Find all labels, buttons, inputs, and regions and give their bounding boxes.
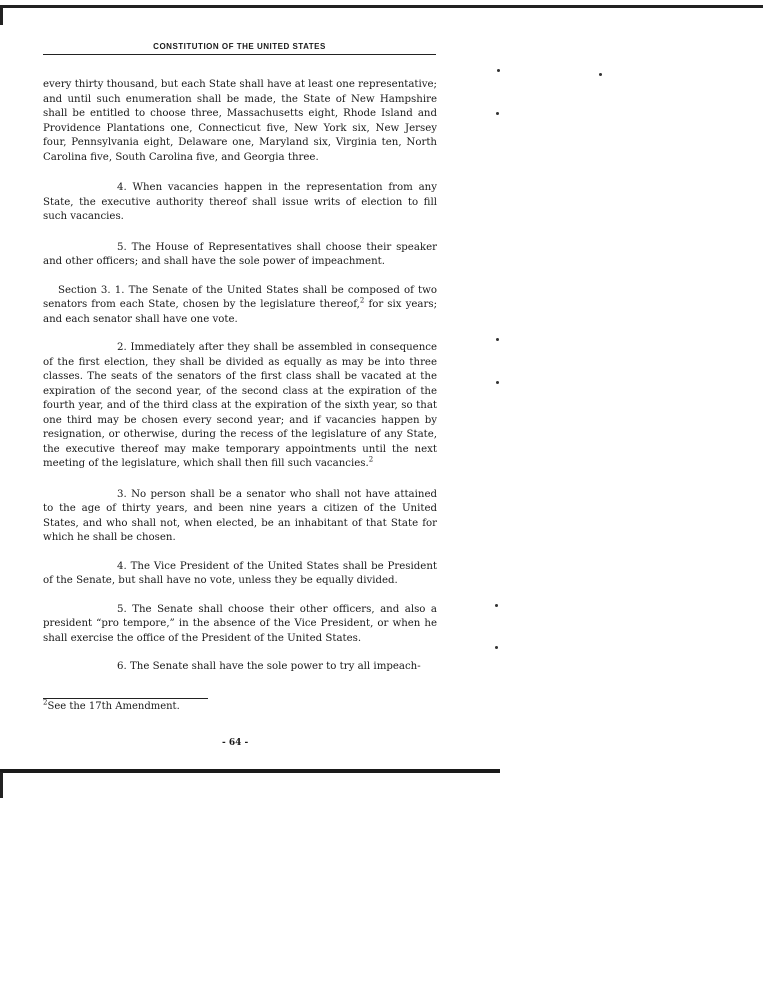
paragraph-clause-4-vice-president: 4. The Vice President of the United States shall be President of the Senate, but shall have no vote, unless they be equally divided. bbox=[43, 560, 437, 586]
header-rule bbox=[43, 54, 436, 55]
running-title: CONSTITUTION OF THE UNITED STATES bbox=[153, 42, 326, 51]
paragraph-clause-5-speaker: 5. The House of Representatives shall choose their speaker and other officers; and shall have the sole power of impeachment. bbox=[43, 241, 437, 267]
page-number: - 64 - bbox=[222, 738, 249, 748]
footnote-rule bbox=[43, 698, 208, 699]
scan-border-top bbox=[0, 5, 763, 8]
scan-speck bbox=[496, 112, 499, 115]
scan-speck bbox=[495, 604, 498, 607]
scan-speck bbox=[496, 338, 499, 341]
footnote-mark: 2 bbox=[43, 698, 48, 707]
scan-speck bbox=[495, 646, 498, 649]
scan-border-top-left bbox=[0, 5, 3, 25]
paragraph-clause-2-classes bbox=[43, 341, 437, 472]
footnote bbox=[43, 698, 180, 712]
paragraph-clause-5-officers: 5. The Senate shall choose their other officers, and also a president “pro tempore,” in the absence of the Vice President, or when he shall exercise the office of the President of the United States. bbox=[43, 603, 437, 644]
footnote-marker: 2 bbox=[368, 455, 374, 464]
scan-speck bbox=[496, 381, 499, 384]
scan-border-bottom-left bbox=[0, 772, 3, 798]
paragraph-clause-4-vacancies: 4. When vacancies happen in the representation from any State, the executive authority thereof shall issue writs of election to fill such vacancies. bbox=[43, 182, 437, 222]
section-3-text-b: for six years; and each senator shall have one vote. bbox=[43, 299, 438, 325]
paragraph-clause-6-impeachment: 6. The Senate shall have the sole power to try all impeach- bbox=[117, 661, 421, 672]
scan-speck bbox=[599, 73, 602, 76]
paragraph-clause-3-qualifications: 3. No person shall be a senator who shall not have attained to the age of thirty years, and been nine years a citizen of the United States, and who shall not, when elected, be an inhabitant of that State for which he shall be chosen. bbox=[43, 488, 437, 543]
classes-text: 2. Immediately after they shall be assembled in consequence of the first election, they shall be divided as equally as may be into three classes. The seats of the senators of the first class shall be vacated at the expiration of the second year, of the second class at the expiration of the fourth year, and of the third class at the expiration of the sixth year, so that one third may be chosen every second year; and if vacancies happen by resignation, or otherwise, during the recess of the legislature of any State, the executive thereof may make temporary appointments until the next meeting of the legislature, which shall then fill such vacancies. bbox=[43, 342, 437, 469]
paragraph-section-3-clause-1 bbox=[43, 284, 437, 328]
footnote-marker: 2 bbox=[359, 296, 365, 305]
scan-border-bottom bbox=[0, 769, 500, 773]
paragraph-continuation: every thirty thousand, but each State shall have at least one representative; and until such enumeration shall be made, the State of New Hampshire shall be entitled to choose three, Massachusetts eight, Rhode Island and Providence Plantations one, Connecticut five, New York six, New Jersey four, Pennsylvania eight, Delaware one, Maryland six, Virginia ten, North Carolina five, South Carolina five, and Georgia three. bbox=[43, 79, 437, 163]
scan-speck bbox=[497, 69, 500, 72]
body-text bbox=[43, 78, 437, 675]
footnote-text: See the 17th Amendment. bbox=[47, 701, 180, 712]
section-3-text-a: Section 3. 1. The Senate of the United States shall be composed of two senators from each State, chosen by the legislature thereof, bbox=[43, 284, 437, 310]
